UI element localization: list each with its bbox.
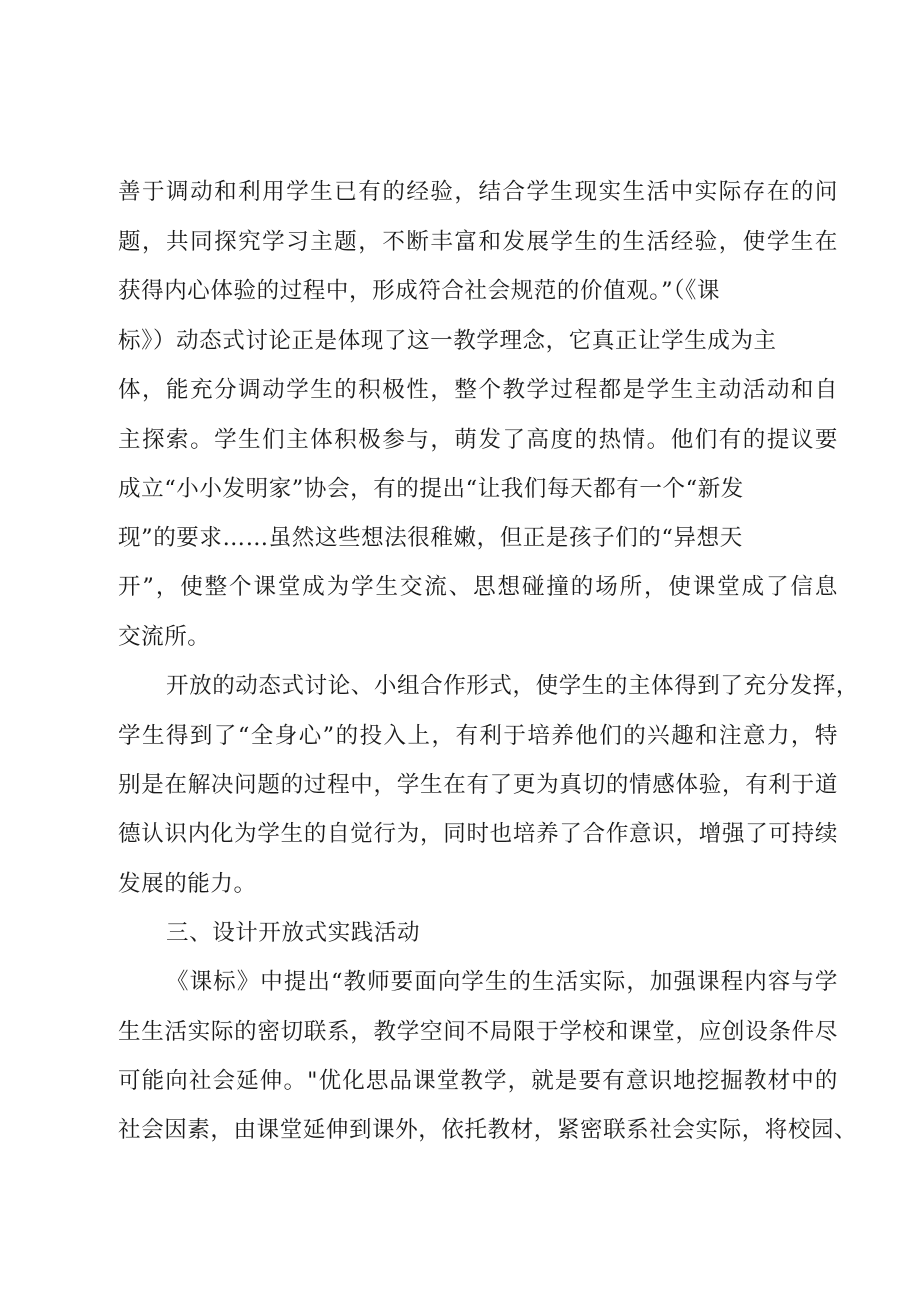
paragraph-2-line-5: 发展的能力。 <box>118 871 257 897</box>
paragraph-1-line-8: 现”的要求……虽然这些想法很稚嫩，但正是孩子们的“异想天 <box>118 525 743 551</box>
paragraph-1-line-10: 交流所。 <box>118 624 211 650</box>
paragraph-3-line-2: 生生活实际的密切联系，教学空间不局限于学校和课堂，应创设条件尽 <box>118 1019 838 1045</box>
paragraph-2-line-2: 学生得到了“全身心”的投入上，有利于培养他们的兴趣和注意力，特 <box>118 723 838 749</box>
paragraph-1-line-4: 标》）动态式讨论正是体现了这一教学理念，它真正让学生成为主 <box>118 328 777 354</box>
paragraph-1-line-7: 成立“小小发明家”协会，有的提出“让我们每天都有一个“新发 <box>118 476 744 502</box>
paragraph-2-line-4: 德认识内化为学生的自觉行为，同时也培养了合作意识，增强了可持续 <box>118 821 838 847</box>
paragraph-1-line-5: 体，能充分调动学生的积极性，整个教学过程都是学生主动活动和自 <box>118 377 838 403</box>
paragraph-1-line-9: 开”，使整个课堂成为学生交流、思想碰撞的场所，使课堂成了信息 <box>118 574 838 600</box>
paragraph-3-line-4: 社会因素，由课堂延伸到课外，依托教材，紧密联系社会实际，将校园、 <box>118 1117 858 1143</box>
paragraph-2-line-3: 别是在解决问题的过程中，学生在有了更为真切的情感体验，有利于道 <box>118 772 838 798</box>
paragraph-1-line-2: 题，共同探究学习主题，不断丰富和发展学生的生活经验，使学生在 <box>118 229 838 255</box>
paragraph-1-line-1: 善于调动和利用学生已有的经验，结合学生现实生活中实际存在的问 <box>118 179 838 205</box>
section-heading-3: 三、设计开放式实践活动 <box>166 920 421 946</box>
paragraph-2-line-1: 开放的动态式讨论、小组合作形式，使学生的主体得到了充分发挥， <box>166 673 860 699</box>
paragraph-1-line-3: 获得内心体验的过程中，形成符合社会规范的价值观。”（《课 <box>118 278 721 304</box>
paragraph-3-line-1: 《课标》中提出“教师要面向学生的生活实际，加强课程内容与学 <box>166 969 838 995</box>
paragraph-1-line-6: 主探索。学生们主体积极参与，萌发了高度的热情。他们有的提议要 <box>118 427 838 453</box>
paragraph-3-line-3: 可能向社会延伸。"优化思品课堂教学，就是要有意识地挖掘教材中的 <box>118 1068 838 1094</box>
